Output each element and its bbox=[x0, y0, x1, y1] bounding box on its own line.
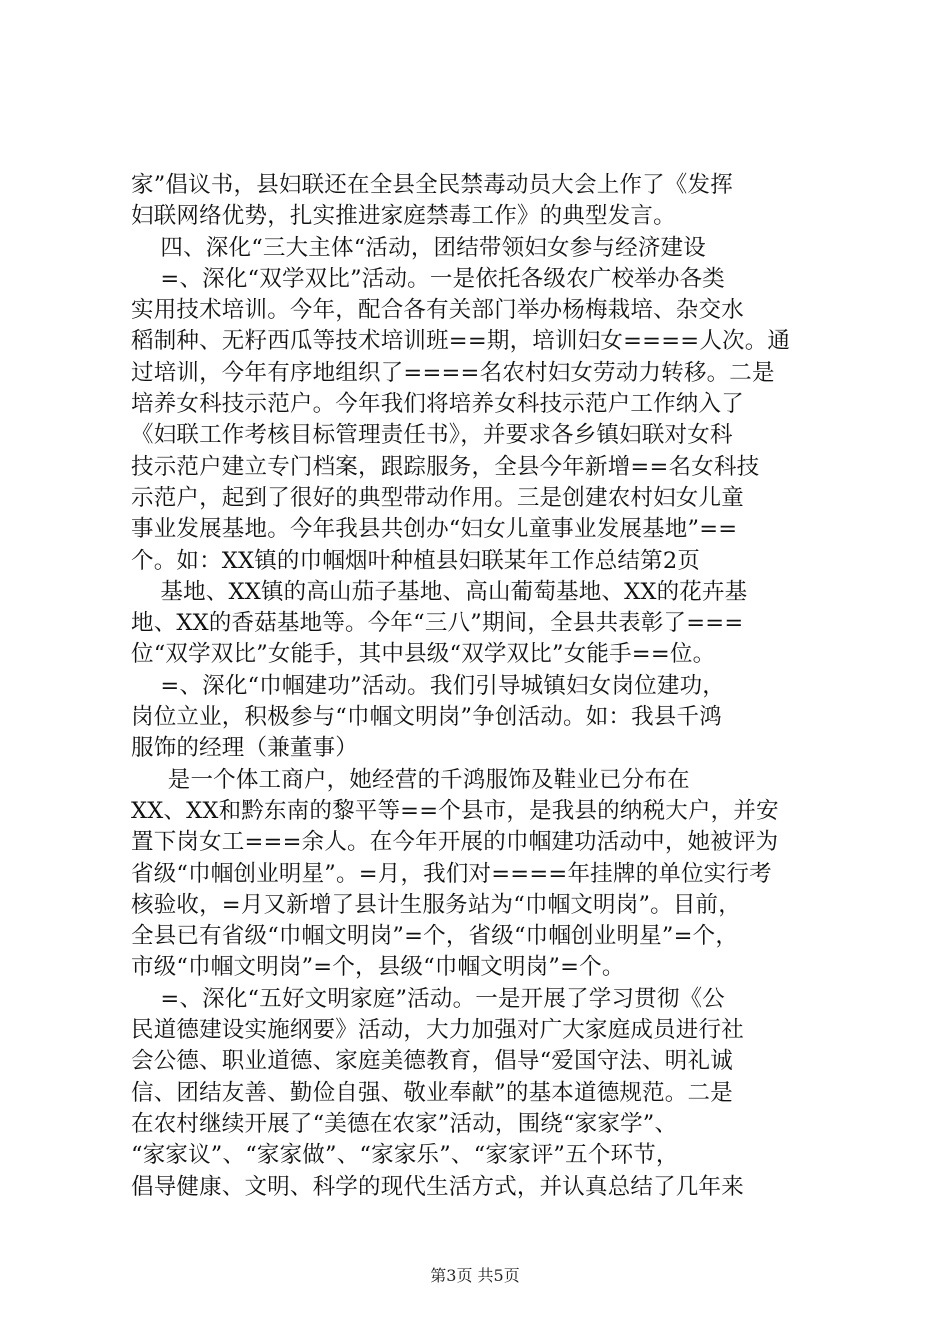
text-line: 妇联网络优势，扎实推进家庭禁毒工作》的典型发言。 bbox=[131, 203, 676, 230]
text-line: 《妇联工作考核目标管理责任书》，并要求各乡镇妇联对女科 bbox=[131, 422, 733, 449]
text-line: 四、深化“三大主体“活动，团结带领妇女参与经济建设 bbox=[131, 234, 706, 261]
text-line: =、深化“双学双比”活动。一是依托各级农广校举办各类 bbox=[131, 265, 725, 292]
text-line: 稻制种、无籽西瓜等技术培训班==期，培训妇女====人次。通 bbox=[131, 328, 791, 355]
text-line: 会公德、职业道德、家庭美德教育，倡导“爱国守法、明礼诚 bbox=[131, 1048, 733, 1075]
text-line: “家家议”、“家家做”、“家家乐”、“家家评”五个环节， bbox=[131, 1142, 679, 1169]
text-line: 在农村继续开展了“美德在农家”活动，围绕“家家学”、 bbox=[131, 1110, 678, 1137]
text-line: 置下岗女工===余人。在今年开展的巾帼建功活动中，她被评为 bbox=[131, 829, 779, 856]
text-line: 是一个体工商户，她经营的千鸿服饰及鞋业已分布在 bbox=[131, 766, 690, 793]
text-line: 实用技术培训。今年，配合各有关部门举办杨梅栽培、杂交水 bbox=[131, 297, 744, 324]
text-line: 事业发展基地。今年我县共创办“妇女儿童事业发展基地”== bbox=[131, 516, 738, 543]
text-line: 过培训，今年有序地组织了====名农村妇女劳动力转移。二是 bbox=[131, 359, 775, 386]
text-line: 民道德建设实施纲要》活动，大力加强对广大家庭成员进行社 bbox=[131, 1017, 744, 1044]
text-line: 市级“巾帼文明岗”=个，县级“巾帼文明岗”=个。 bbox=[131, 954, 625, 981]
page-footer: 第3页 共5页 bbox=[430, 1266, 520, 1285]
text-line: 岗位立业，积极参与“巾帼文明岗”争创活动。如：我县千鸿 bbox=[131, 704, 722, 731]
text-line: =、深化“巾帼建功”活动。我们引导城镇妇女岗位建功， bbox=[131, 672, 725, 699]
text-line: 服饰的经理（兼董事） bbox=[131, 735, 359, 762]
text-line: 地、XX的香菇基地等。今年“三八”期间，全县共表彰了=== bbox=[131, 610, 744, 637]
document-body bbox=[131, 170, 821, 1203]
text-line: 家”倡议书，县妇联还在全县全民禁毒动员大会上作了《发挥 bbox=[131, 172, 733, 198]
text-line: 省级“巾帼创业明星”。=月，我们对====年挂牌的单位实行考 bbox=[131, 860, 772, 887]
text-line: XX、XX和黔东南的黎平等==个县市，是我县的纳税大户，并安 bbox=[131, 797, 779, 824]
text-line: 个。如：XX镇的巾帼烟叶种植县妇联某年工作总结第2页 bbox=[131, 547, 701, 574]
text-line: 全县已有省级“巾帼文明岗”=个，省级“巾帼创业明星”=个， bbox=[131, 923, 739, 950]
text-line: 技示范户建立专门档案，跟踪服务，全县今年新增==名女科技 bbox=[131, 453, 760, 480]
text-line: 基地、XX镇的高山茄子基地、高山葡萄基地、XX的花卉基 bbox=[131, 578, 748, 605]
text-line: 位“双学双比”女能手，其中县级“双学双比”女能手==位。 bbox=[131, 641, 716, 668]
text-line: 培养女科技示范户。今年我们将培养女科技示范户工作纳入了 bbox=[131, 391, 744, 418]
text-line: =、深化“五好文明家庭”活动。一是开展了学习贯彻《公 bbox=[131, 985, 725, 1012]
text-line: 倡导健康、文明、科学的现代生活方式，并认真总结了几年来 bbox=[131, 1173, 744, 1200]
text-line: 核验收，=月又新增了县计生服务站为“巾帼文明岗”。目前， bbox=[131, 891, 741, 918]
text-line: 示范户，起到了很好的典型带动作用。三是创建农村妇女儿童 bbox=[131, 484, 744, 511]
text-line: 信、团结友善、勤俭自强、敬业奉献”的基本道德规范。二是 bbox=[131, 1079, 733, 1106]
